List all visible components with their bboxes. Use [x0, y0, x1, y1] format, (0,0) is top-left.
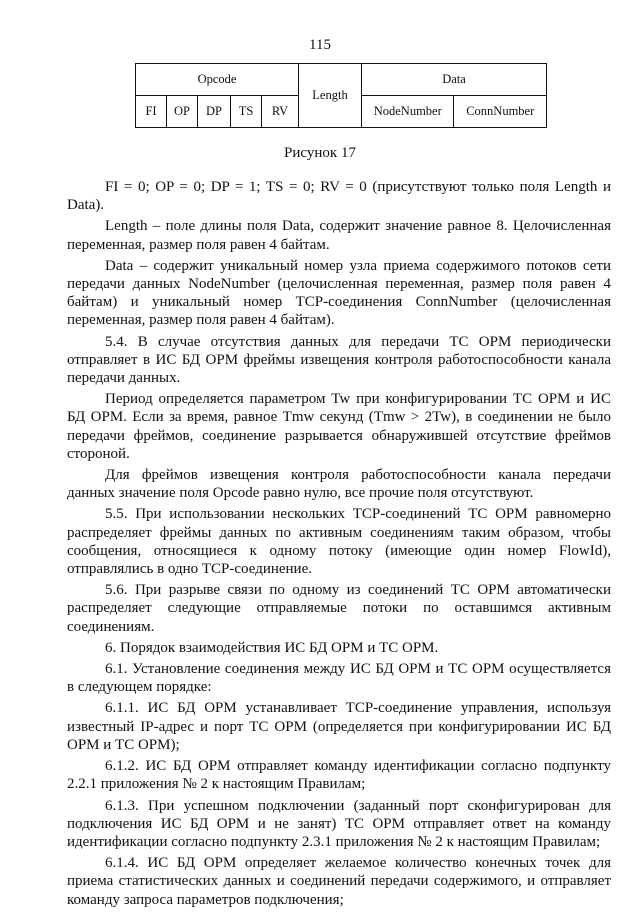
paragraph: Для фреймов извещения контроля работоспособности канала передачи данных значение поля Opcode равно нулю, все прочие поля отсутствуют.: [67, 467, 611, 502]
opcode-header: Opcode: [136, 64, 299, 96]
field-dp: DP: [198, 96, 231, 128]
length-header: Length: [299, 64, 362, 128]
paragraph: Length – поле длины поля Data, содержит значение равное 8. Целочисленная переменная, размер поля равен 4 байтам.: [67, 218, 611, 253]
field-fi: FI: [136, 96, 167, 128]
paragraph: 6.1.2. ИС БД ОРМ отправляет команду идентификации согласно подпункту 2.2.1 приложения № 2 к настоящим Правилам;: [67, 758, 611, 793]
paragraph: 5.6. При разрыве связи по одному из соединений ТС ОРМ автоматически распределяет следующие отправляемые потоки по оставшимся активным соединениям.: [67, 582, 611, 635]
body-text: [67, 178, 611, 912]
data-header: Data: [362, 64, 547, 96]
paragraph: 6.1.1. ИС БД ОРМ устанавливает TCP-соединение управления, используя известный IP-адрес и порт ТС ОРМ (определяется при конфигурировании ИС БД ОРМ и ТС ОРМ);: [67, 700, 611, 753]
paragraph: 5.5. При использовании нескольких TCP-соединений ТС ОРМ равномерно распределяет фреймы данных по активным соединениям таким образом, чтобы сообщения, относящиеся к одному потоку (имеющие один номер FlowId), отправлялись в одно TCP-соединение.: [67, 506, 611, 578]
field-rv: RV: [262, 96, 299, 128]
frame-structure-table: [135, 63, 547, 128]
page-number: 115: [309, 37, 331, 53]
field-nodenumber: NodeNumber: [362, 96, 454, 128]
paragraph: Период определяется параметром Tw при конфигурировании ТС ОРМ и ИС БД ОРМ. Если за время, равное Tmw секунд (Tmw > 2Tw), в соединении не было передачи фреймов, соединение разрывается обнаружившей отсутствие фреймов стороной.: [67, 391, 611, 462]
paragraph: 6.1.4. ИС БД ОРМ определяет желаемое количество конечных точек для приема статистических данных и соединений передачи содержимого, и отправляет команду запроса параметров подключения;: [67, 855, 611, 908]
field-ts: TS: [231, 96, 262, 128]
paragraph: 5.4. В случае отсутствия данных для передачи ТС ОРМ периодически отправляет в ИС БД ОРМ фреймы извещения контроля работоспособности канала передачи данных.: [67, 333, 611, 387]
paragraph: FI = 0; OP = 0; DP = 1; TS = 0; RV = 0 (присутствуют только поля Length и Data).: [67, 179, 611, 214]
paragraph: 6.1.3. При успешном подключении (заданный порт сконфигурирован для подключения ИС БД ОРМ и не занят) ТС ОРМ отправляет ответ на команду идентификации согласно подпункту 2.3.1 приложения № 2 к настоящим Правилам;: [67, 797, 611, 850]
section-heading: 6. Порядок взаимодействия ИС БД ОРМ и ТС ОРМ.: [105, 639, 439, 656]
field-connnumber: ConnNumber: [454, 96, 547, 128]
paragraph: Data – содержит уникальный номер узла приема содержимого потоков сети передачи данных NodeNumber (целочисленная переменная, размер поля равен 4 байтам) и уникальный номер TCP-соединения ConnNumber (целочисленная переменная, размер поля равен 4 байтам).: [67, 257, 611, 329]
paragraph: 6.1. Установление соединения между ИС БД ОРМ и ТС ОРМ осуществляется в следующем порядке:: [67, 661, 611, 696]
field-op: OP: [167, 96, 198, 128]
figure-caption: Рисунок 17: [284, 145, 356, 161]
